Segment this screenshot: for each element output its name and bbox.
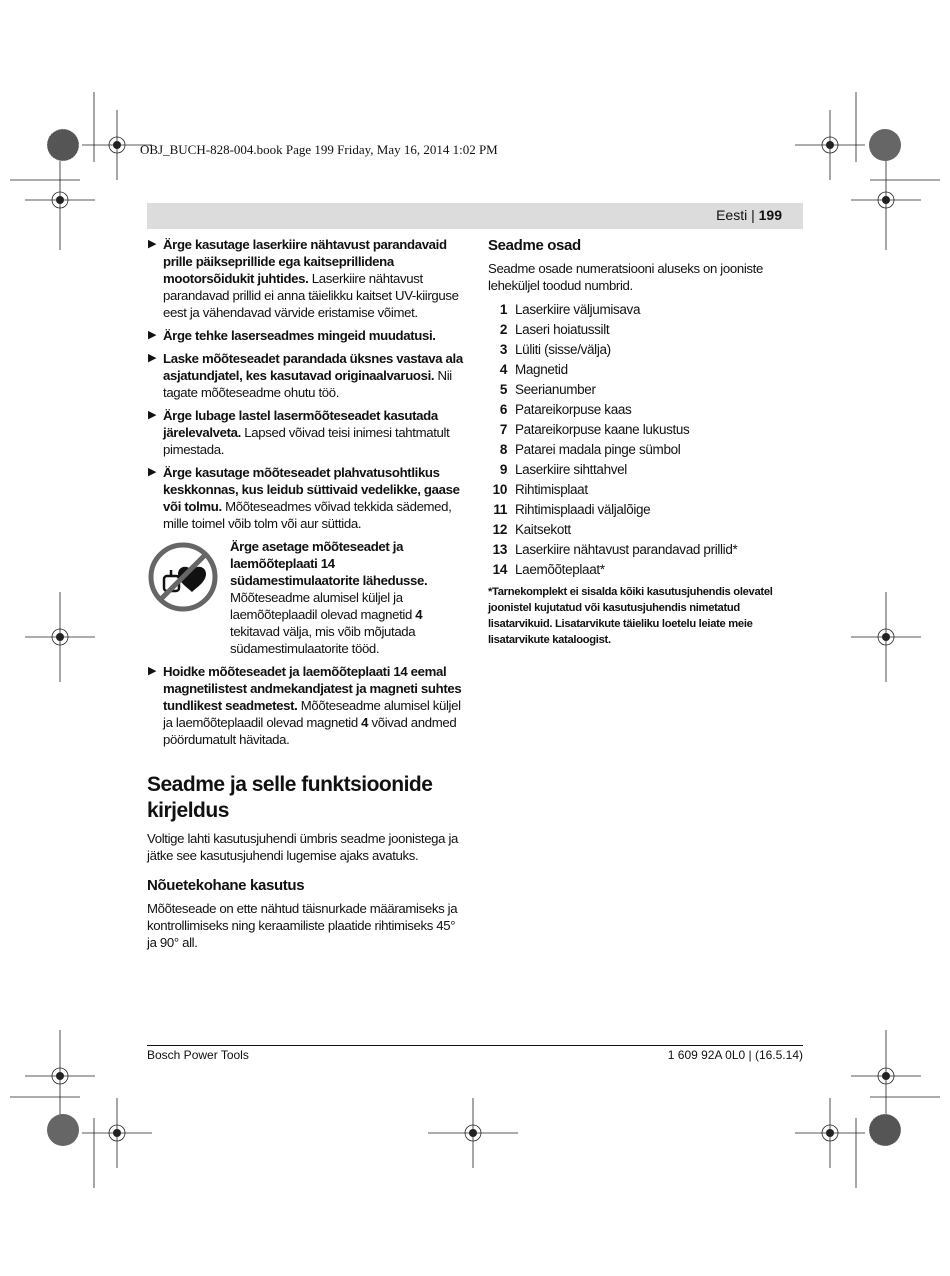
bullet-arrow-icon: ▶: [148, 409, 157, 421]
part-number: 2: [499, 322, 507, 337]
part-label: Magnetid: [515, 362, 568, 377]
bullet-text: Nii tagate mõõteseadme ohutu töö.: [163, 368, 452, 400]
subsection-text: Mõõteseade on ette nähtud täisnurkade määramiseks ja kontrollimiseks ning keraamiliste plaatide rihtimiseks 45° ja 90° all.: [147, 901, 458, 950]
running-header-text: [716, 207, 782, 223]
running-header: [147, 203, 803, 229]
safety-bullet: [147, 464, 465, 532]
list-item: [488, 540, 806, 560]
part-number: 1: [499, 302, 507, 317]
part-number: 6: [499, 402, 507, 417]
part-number: 5: [499, 382, 507, 397]
bullet-arrow-icon: ▶: [148, 466, 157, 478]
bullet-text-b: võivad andmed pöördumatult hävitada.: [163, 715, 457, 747]
warning-text-b: tekitavad välja, mis võib mõjutada südamestimulaatorite tööd.: [230, 624, 416, 656]
part-label: Laseri hoiatussilt: [515, 322, 610, 337]
print-header: OBJ_BUCH-828-004.book Page 199 Friday, May 16, 2014 1:02 PM: [140, 142, 498, 157]
pacemaker-prohibition-icon: [147, 541, 219, 613]
bullet-bold: Laske mõõteseadet parandada üksnes vastava ala asjatundjatel, kes kasutavad originaalvaruosi.: [163, 351, 463, 383]
part-number: 10: [492, 482, 507, 497]
footer-brand: Bosch Power Tools: [147, 1048, 249, 1062]
part-label: Laserkiire nähtavust parandavad prillid*: [515, 542, 738, 557]
bullet-arrow-icon: ▶: [148, 238, 157, 250]
part-number: 3: [499, 342, 507, 357]
section-title: Seadme ja selle funktsioonide kirjeldus: [147, 773, 433, 822]
footer-divider: [147, 1045, 803, 1046]
right-column: [488, 236, 806, 648]
part-label: Rihtimisplaat: [515, 482, 588, 497]
part-label: Lüliti (sisse/välja): [515, 342, 611, 357]
part-number: 12: [492, 522, 507, 537]
section-text: Voltige lahti kasutusjuhendi ümbris seadme joonistega ja jätke see kasutusjuhendi lugemise ajaks avatuks.: [147, 831, 459, 863]
bullet-bold: Hoidke mõõteseadet ja laemõõteplaati 14 eemal magnetilistest andmekandjatest ja magneti suhtes tundlikest seadmetest.: [163, 664, 462, 713]
list-item: [488, 480, 806, 500]
part-number: 4: [499, 362, 507, 377]
list-item: [488, 420, 806, 440]
footnote: *Tarnekomplekt ei sisalda kõiki kasutusjuhendis olevatel joonistel kujutatud või kasutusjuhendis nimetatud lisatarvikuid. Lisatarvikute täieliku loetelu leiate meie lisatarvikute kataloogist.: [488, 586, 773, 646]
list-item: [488, 460, 806, 480]
header-separator: |: [751, 207, 755, 223]
part-label: Seerianumber: [515, 382, 596, 397]
footer-doc-number: 1 609 92A 0L0 | (16.5.14): [667, 1048, 803, 1062]
list-item: [488, 340, 806, 360]
bullet-arrow-icon: ▶: [148, 352, 157, 364]
parts-intro: Seadme osade numeratsiooni aluseks on jooniste leheküljel toodud numbrid.: [488, 261, 763, 293]
part-label: Laserkiire sihttahvel: [515, 462, 627, 477]
bullet-text: Mõõteseadmes võivad tekkida sädemed, mille toimel võib tolm või aur süttida.: [163, 499, 452, 531]
header-language: Eesti: [716, 207, 748, 223]
part-number: 7: [499, 422, 507, 437]
parts-title: Seadme osad: [488, 237, 581, 254]
list-item: [488, 360, 806, 380]
pacemaker-warning: [147, 538, 465, 657]
part-number: 13: [492, 542, 507, 557]
bullet-bold: Ärge lubage lastel lasermõõteseadet kasutada järelevalveta.: [163, 408, 438, 440]
left-column: [147, 236, 465, 957]
list-item: [488, 380, 806, 400]
part-label: Kaitsekott: [515, 522, 571, 537]
list-item: [488, 320, 806, 340]
part-number: 8: [499, 442, 507, 457]
bullet-arrow-icon: ▶: [148, 665, 157, 677]
bullet-text-a: Mõõteseadme alumisel küljel ja laemõõteplaadil olevad magnetid: [163, 698, 461, 730]
warning-num: 4: [415, 607, 423, 622]
list-item: [488, 300, 806, 320]
warning-text-a: Mõõteseadme alumisel küljel ja laemõõteplaadil olevad magnetid: [230, 590, 416, 622]
part-label: Laemõõteplaat*: [515, 562, 605, 577]
bullet-arrow-icon: ▶: [148, 329, 157, 341]
list-item: [488, 520, 806, 540]
part-label: Patarei madala pinge sümbol: [515, 442, 681, 457]
bullet-bold: Ärge kasutage laserkiire nähtavust parandavaid prille päikseprillide ega kaitseprillidena mootorsõidukit juhtides.: [163, 237, 447, 286]
safety-bullet: [147, 327, 465, 344]
part-label: Patareikorpuse kaane lukustus: [515, 422, 690, 437]
bullet-text: Lapsed võivad teisi inimesi tahtmatult pimestada.: [163, 425, 450, 457]
safety-bullet: [147, 236, 465, 321]
page-number: 199: [758, 207, 782, 223]
list-item: [488, 560, 806, 580]
part-number: 9: [499, 462, 507, 477]
part-number: 11: [493, 502, 507, 517]
part-label: Patareikorpuse kaas: [515, 402, 632, 417]
bullet-num: 4: [361, 715, 369, 730]
subsection-title: Nõuetekohane kasutus: [147, 877, 305, 894]
warning-bold: Ärge asetage mõõteseadet ja laemõõteplaati 14 südamestimulaatorite lähedusse.: [230, 539, 428, 588]
part-number: 14: [492, 562, 507, 577]
part-label: Rihtimisplaadi väljalõige: [515, 502, 651, 517]
safety-bullet: [147, 350, 465, 401]
list-item: [488, 440, 806, 460]
bullet-text: Laserkiire nähtavust parandavad prillid ei anna täielikku kaitset UV-kiirguse eest ja vähendavad värvide eristamise võimet.: [163, 271, 459, 320]
bullet-bold: Ärge tehke laserseadmes mingeid muudatusi.: [163, 328, 436, 343]
list-item: [488, 400, 806, 420]
safety-bullet: [147, 663, 465, 748]
part-label: Laserkiire väljumisava: [515, 302, 641, 317]
bullet-bold: Ärge kasutage mõõteseadet plahvatusohtlikus keskkonnas, kus leidub süttivaid vedelikke, gaase või tolmu.: [163, 465, 460, 514]
safety-bullet: [147, 407, 465, 458]
parts-list: [488, 300, 806, 580]
list-item: [488, 500, 806, 520]
